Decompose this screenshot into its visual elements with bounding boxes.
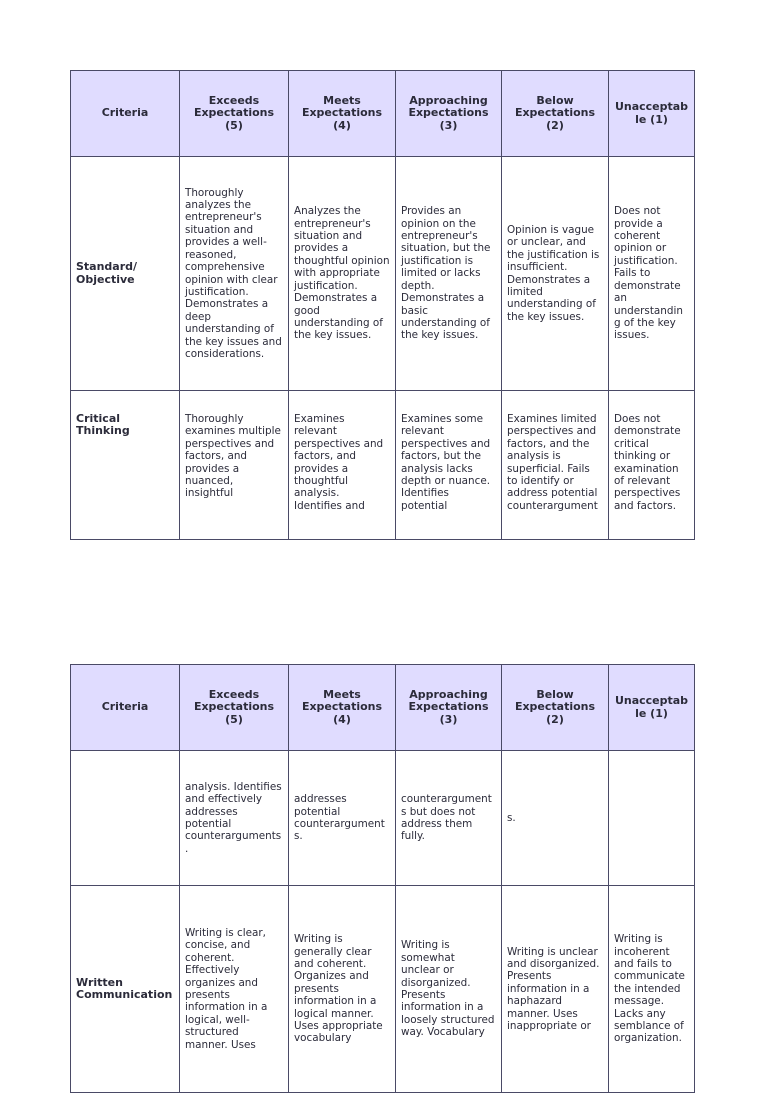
header-below: Below Expectations (2) [502, 71, 609, 157]
criterion-label [71, 751, 180, 886]
header-approaching: Approaching Expectations (3) [396, 71, 502, 157]
table-row [71, 157, 695, 391]
header-meets: Meets Expectations (4) [289, 71, 396, 157]
rubric-table [70, 664, 695, 1093]
table-cell [609, 751, 695, 886]
table-cell: Writing is generally clear and coherent. Organizes and presents information in a logical manner. Uses appropriate vocabulary [289, 886, 396, 1093]
header-unacceptable: Unacceptable (1) [609, 71, 695, 157]
criterion-label: Written Communication [71, 886, 180, 1093]
table-cell: Thoroughly analyzes the entrepreneur's situation and provides a well-reasoned, comprehensive opinion with clear justification. Demonstrates a deep understanding of the key issues and considerations. [180, 157, 289, 391]
table-cell: Does not provide a coherent opinion or justification. Fails to demonstrate an understanding of the key issues. [609, 157, 695, 391]
table-cell: Writing is incoherent and fails to communicate the intended message. Lacks any semblance of organization. [609, 886, 695, 1093]
table-cell: Writing is clear, concise, and coherent. Effectively organizes and presents information in a logical, well-structured manner. Uses [180, 886, 289, 1093]
header-row [71, 71, 695, 157]
table-cell: Examines limited perspectives and factors, and the analysis is superficial. Fails to identify or address potential counterargument [502, 391, 609, 540]
table-cell: Provides an opinion on the entrepreneur's situation, but the justification is limited or lacks depth. Demonstrates a basic understanding of the key issues. [396, 157, 502, 391]
header-exceeds: Exceeds Expectations (5) [180, 665, 289, 751]
criterion-label: Standard/ Objective [71, 157, 180, 391]
table-row [71, 886, 695, 1093]
header-criteria: Criteria [71, 665, 180, 751]
table-row [71, 751, 695, 886]
table-cell: Does not demonstrate critical thinking or examination of relevant perspectives and factors. [609, 391, 695, 540]
table-cell: s. [502, 751, 609, 886]
table-cell: analysis. Identifies and effectively addresses potential counterarguments. [180, 751, 289, 886]
header-below: Below Expectations (2) [502, 665, 609, 751]
table-cell: addresses potential counterarguments. [289, 751, 396, 886]
criterion-label: Critical Thinking [71, 391, 180, 540]
table-cell: Opinion is vague or unclear, and the justification is insufficient. Demonstrates a limited understanding of the key issues. [502, 157, 609, 391]
header-approaching: Approaching Expectations (3) [396, 665, 502, 751]
table-cell: Analyzes the entrepreneur's situation and provides a thoughtful opinion with appropriate justification. Demonstrates a good understanding of the key issues. [289, 157, 396, 391]
rubric-table-page-1 [70, 70, 694, 521]
rubric-table [70, 70, 695, 540]
table-cell: Examines some relevant perspectives and factors, but the analysis lacks depth or nuance. Identifies potential [396, 391, 502, 540]
header-meets: Meets Expectations (4) [289, 665, 396, 751]
table-cell: Thoroughly examines multiple perspectives and factors, and provides a nuanced, insightful [180, 391, 289, 540]
table-cell: Examines relevant perspectives and factors, and provides a thoughtful analysis. Identifies and [289, 391, 396, 540]
table-cell: Writing is unclear and disorganized. Presents information in a haphazard manner. Uses inappropriate or [502, 886, 609, 1093]
table-cell: Writing is somewhat unclear or disorganized. Presents information in a loosely structured way. Vocabulary [396, 886, 502, 1093]
header-unacceptable: Unacceptable (1) [609, 665, 695, 751]
header-row [71, 665, 695, 751]
header-exceeds: Exceeds Expectations (5) [180, 71, 289, 157]
rubric-table-page-2 [70, 664, 694, 1051]
table-row [71, 391, 695, 540]
header-criteria: Criteria [71, 71, 180, 157]
table-cell: counterarguments but does not address them fully. [396, 751, 502, 886]
